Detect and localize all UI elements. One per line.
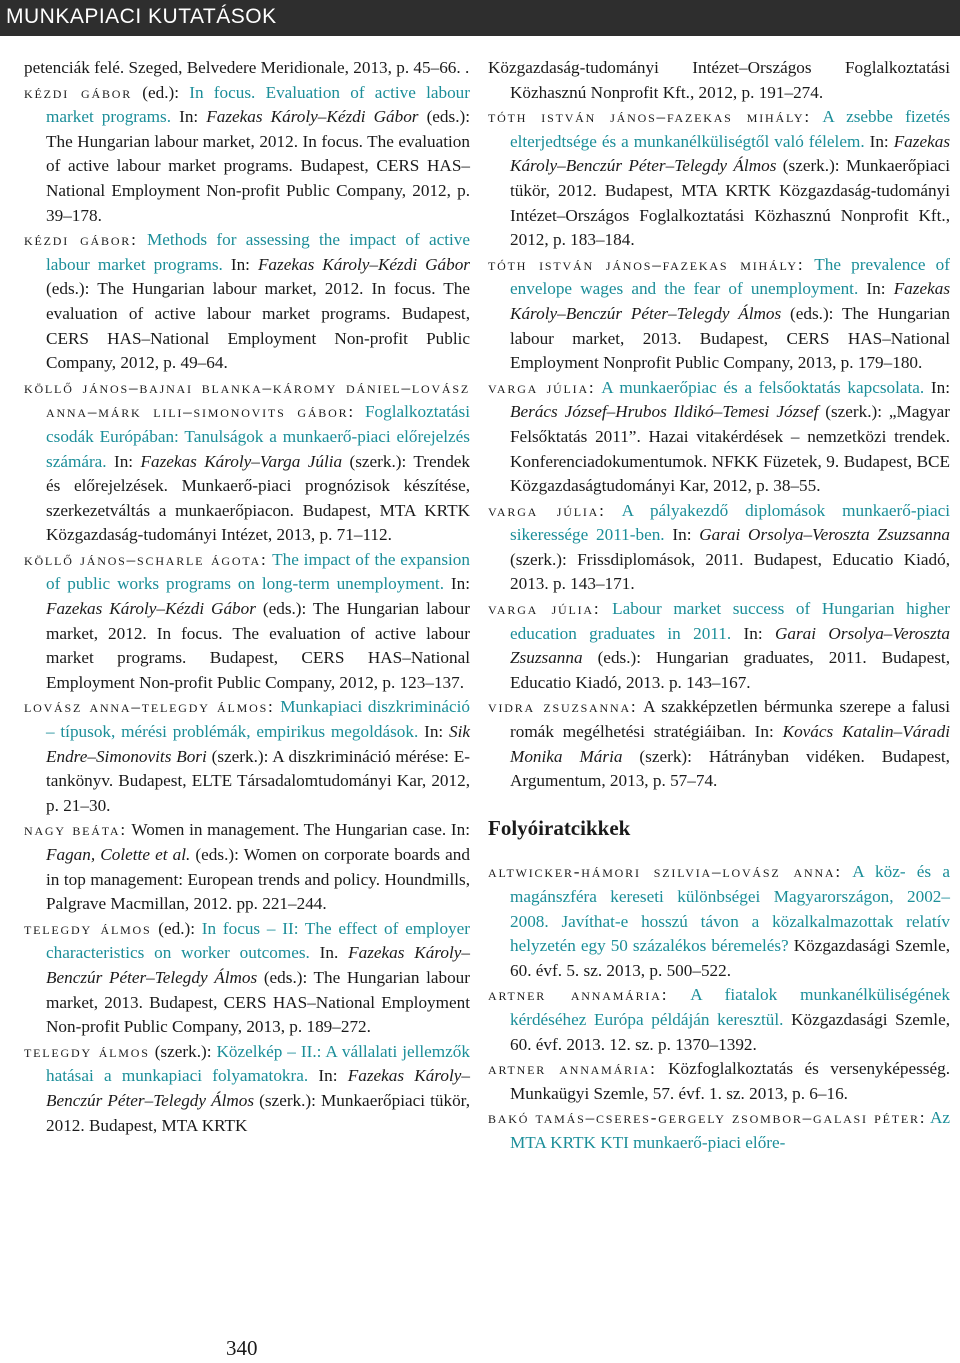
- entry-text: (eds.): Women on corporate boards and in top management: European trends and policy. Houndmills, Palgrave Macmillan, 2012. pp. 221–244.: [46, 845, 470, 914]
- entry-editors: Sik Endre–Simonovits Bori: [46, 722, 470, 766]
- entry-author: köllő jános–scharle ágota:: [24, 549, 268, 569]
- entry-title: The impact of the expansion of public works programs on long-term unemployment.: [46, 549, 470, 594]
- entry-text: (eds.): The Hungarian labour market, 2013. Budapest, CERS HAS–National Employment Non-profit Public Company, 2013, p. 189–272.: [46, 967, 470, 1037]
- entry-editors: Fazekas Károly–Benczúr Péter–Telegdy Álmos: [510, 279, 951, 323]
- section-heading: Folyóiratcikkek: [488, 815, 631, 840]
- entry-title: A fiatalok munkanélküliségének kérdéséhez Európa példáján keresztül.: [510, 985, 950, 1029]
- entry-text: Közfoglalkoztatás és versenyképesség. Munkaügyi Szemle, 57. évf. 1. sz. 2013, p. 6–16.: [510, 1059, 950, 1103]
- reference-entry: [24, 1040, 470, 1138]
- entry-title: In focus. Evaluation of active labour market programs.: [46, 82, 470, 127]
- reference-entry: [488, 376, 950, 499]
- entry-author: tóth istván jános–fazekas mihály:: [488, 254, 805, 274]
- entry-text: (eds.): The Hungarian labour market, 2012. In focus. The evaluation of active labour market programs. Budapest, CERS HAS–National Employment Non-profit Public Company, 2012, p. 123–137.: [46, 599, 470, 692]
- entry-editors: Kovács Katalin–Váradi Monika Mária: [510, 722, 950, 766]
- entry-text: (eds.): Hungarian graduates, 2011. Budapest, Educatio Kiadó, 2013. p. 143–167.: [510, 648, 950, 692]
- reference-entry: [24, 818, 470, 916]
- right-column: [488, 56, 950, 1156]
- entry-author: bakó tamás–cseres-gergely zsombor–galasi péter:: [488, 1108, 927, 1128]
- entry-editors: Garai Orsolya–Veroszta Zsuzsanna: [699, 525, 951, 545]
- reference-entry: [488, 56, 950, 105]
- entry-author: varga júlia:: [488, 377, 596, 397]
- entry-text: Közgazdaság-tudományi Intézet–Országos Foglalkoztatási Közhasznú Nonprofit Kft., 2012, p. 191–274.: [488, 58, 950, 102]
- entry-text: In:: [171, 107, 207, 127]
- entry-title: In focus – II: The effect of employer characteristics on worker outcomes.: [46, 918, 470, 963]
- reference-entry: [488, 1106, 950, 1155]
- entry-text: (szerk.): Trendek és előrejelzések. Munkaerő-piaci prognózisok készítése, szerkezetváltás a munkaerőpiacon. Budapest, MTA KRTK Közgazdaság-tudományi Intézet, 2013, p. 71–112.: [46, 451, 471, 545]
- entry-text: In:: [444, 574, 470, 594]
- entry-author: varga júlia:: [488, 500, 606, 520]
- entry-author: köllő jános–bajnai blanka–káromy dániel–lovász anna–márk lili–simonovits gábor:: [24, 377, 470, 422]
- entry-text: (szerk.): A diszkrimináció mérése: E-tankönyv. Budapest, ELTE Társadalomtudományi Kar, 2012, p. 21–30.: [46, 746, 471, 815]
- entry-author: lovász anna–telegdy álmos:: [24, 697, 275, 717]
- entry-text: In:: [308, 1066, 348, 1086]
- running-header: [0, 0, 960, 36]
- entry-text: In:: [731, 623, 775, 643]
- entry-text: (szerk.):: [149, 1041, 217, 1061]
- left-column: [24, 56, 470, 1138]
- entry-editors: Fazekas Károly–Kézdi Gábor: [206, 107, 419, 127]
- entry-title: Methods for assessing the impact of active labour market programs.: [46, 230, 470, 274]
- entry-text: (ed.):: [151, 918, 202, 938]
- entry-text: (eds.): The Hungarian labour market, 2012. In focus. The evaluation of active labour market programs. Budapest, CERS HAS–National Employment Non-profit Public Company, 2012, p. 39–178.: [46, 107, 470, 225]
- entry-text: Közgazdasági Szemle, 60. évf. 5. sz. 2013, p. 500–522.: [510, 936, 950, 980]
- reference-entry: [488, 695, 950, 793]
- entry-text: (szerk.): Munkaerőpiaci tükör, 2012. Budapest, MTA KRTK: [46, 1090, 470, 1135]
- entry-text: In:: [106, 451, 141, 471]
- entry-author: kézdi gábor:: [24, 230, 138, 250]
- reference-entry: [488, 983, 950, 1057]
- entry-text: (szerk.): Frissdiplomások, 2011. Budapest, Educatio Kiadó, 2013. p. 143–171.: [510, 549, 950, 594]
- entry-text: (szerk.): „Magyar Felsőktatás 2011”. Hazai vitakérdések – nemzetközi trendek. Konferenciadokumentumok. NFKK Füzetek, 9. Budapest, BCE Közgazdaságtudományi Kar, 2012, p. 38–55.: [510, 402, 950, 496]
- entry-author: artner annamária:: [488, 985, 669, 1005]
- entry-author: varga júlia:: [488, 599, 601, 619]
- entry-text: A szakképzetlen bérmunka szerepe a falusi romák megélhetési stratégiáiban. In:: [510, 697, 950, 742]
- entry-text: In:: [222, 254, 258, 274]
- reference-entry: [24, 376, 470, 548]
- entry-text: Women in management. The Hungarian case. In:: [126, 820, 470, 840]
- header-title: MUNKAPIACI KUTATÁSOK: [6, 5, 277, 28]
- entry-author: kézdi gábor: [24, 82, 133, 102]
- reference-entry: [488, 860, 950, 983]
- entry-text: (eds.): The Hungarian labour market, 2013. Budapest, CERS HAS–National Employment Nonprofit Public Company, 2013, p. 179–180.: [510, 303, 950, 373]
- entry-text: petenciák felé. Szeged, Belvedere Meridionale, 2013, p. 45–66. .: [24, 58, 470, 77]
- entry-author: telegdy álmos: [24, 918, 152, 938]
- entry-author: tóth istván jános–fazekas mihály:: [488, 107, 811, 127]
- entry-author: vidra zsuzsanna:: [488, 697, 638, 717]
- entry-title: Közelkép – II.: A vállalati jellemzők hatásai a munkapiaci folyamatokra.: [46, 1041, 470, 1086]
- entry-text: In:: [924, 377, 950, 397]
- entry-editors: Fazekas Károly–Kézdi Gábor: [46, 599, 256, 619]
- entry-title: Foglalkoztatási csodák Európában: Tanulságok a munkaerő-piaci előrejelzés számára.: [46, 402, 470, 471]
- entry-title: A pályakezdő diplomások munkaerő-piaci sikeressége 2011-ben.: [510, 500, 950, 545]
- reference-entry: [24, 228, 470, 376]
- reference-entry: [24, 695, 470, 818]
- reference-entry: [488, 1057, 950, 1106]
- entry-title: A munkaerőpiac és a felsőoktatás kapcsolata.: [595, 377, 925, 397]
- reference-entry: [488, 105, 950, 253]
- entry-text: Közgazdasági Szemle, 60. évf. 2013. 12. sz. p. 1370–1392.: [510, 1009, 950, 1054]
- entry-editors: Fazekas Károly–Benczúr Péter–Telegdy Álmos: [46, 943, 470, 987]
- entry-text: In:: [418, 722, 449, 742]
- reference-entry: [24, 56, 470, 81]
- entry-title: A zsebbe fizetés elterjedtsége és a munkanélküliségtől való félelem.: [510, 107, 951, 151]
- entry-text: (szerk.): Munkaerőpiaci tükör, 2012. Budapest, MTA KRTK Közgazdaság-tudományi Intézet–Országos Foglalkoztatási Közhasznú Nonprofit Kft., 2012, p. 183–184.: [510, 156, 950, 250]
- entry-editors: Berács József–Hrubos Ildikó–Temesi József: [510, 402, 819, 422]
- entry-title: The prevalence of envelope wages and the fear of unemployment.: [510, 254, 951, 299]
- reference-entry: [488, 499, 950, 597]
- entry-editors: Fazekas Károly–Varga Júlia: [140, 451, 343, 471]
- entry-text: (ed.):: [132, 82, 190, 102]
- entry-author: telegdy álmos: [24, 1041, 150, 1061]
- reference-entry: [488, 597, 950, 695]
- entry-text: In:: [864, 131, 894, 151]
- entry-editors: Garai Orsolya–Veroszta Zsuzsanna: [510, 623, 950, 668]
- entry-title: Az MTA KRTK KTI munkaerő-piaci előre-: [510, 1108, 951, 1152]
- entry-author: artner annamária:: [488, 1059, 657, 1079]
- reference-entry: [24, 548, 470, 696]
- entry-text: In:: [858, 279, 894, 299]
- entry-editors: Fazekas Károly–Benczúr Péter–Telegdy Álmos: [510, 131, 951, 176]
- page-number: 340: [226, 1336, 258, 1360]
- reference-entry: [24, 81, 470, 229]
- entry-author: altwicker-hámori szilvia–lovász anna:: [488, 862, 842, 882]
- entry-title: Munkapiaci diszkrimináció – típusok, mérési problémák, empirikus megoldások.: [46, 697, 470, 742]
- entry-text: (eds.): The Hungarian labour market, 2012. In focus. The evaluation of active labour market programs. Budapest, CERS HAS–National Employment Non-profit Public Company, 2012, p. 49–64.: [46, 279, 470, 373]
- entry-editors: Fazekas Károly–Benczúr Péter–Telegdy Álmos: [46, 1066, 471, 1110]
- entry-title: Labour market success of Hungarian higher education graduates in 2011.: [510, 599, 950, 643]
- reference-entry: [24, 917, 470, 1040]
- entry-text: (szerk): Hátrányban vidéken. Budapest, Argumentum, 2013, p. 57–74.: [510, 746, 950, 791]
- entry-text: In:: [664, 525, 700, 545]
- entry-editors: Fazekas Károly–Kézdi Gábor: [257, 254, 470, 274]
- entry-title: A köz- és a magánszféra kereseti különbségei Magyarországon, 2002–2008. Javíthat-e hosszú távon a közalkalmazottak relatív helyzetén egy 50 százalékos béremelés?: [510, 862, 951, 956]
- entry-editors: Fagan, Colette et al.: [46, 845, 191, 864]
- entry-author: nagy beáta:: [24, 820, 127, 840]
- reference-entry: [488, 253, 950, 376]
- entry-text: In.: [309, 943, 349, 963]
